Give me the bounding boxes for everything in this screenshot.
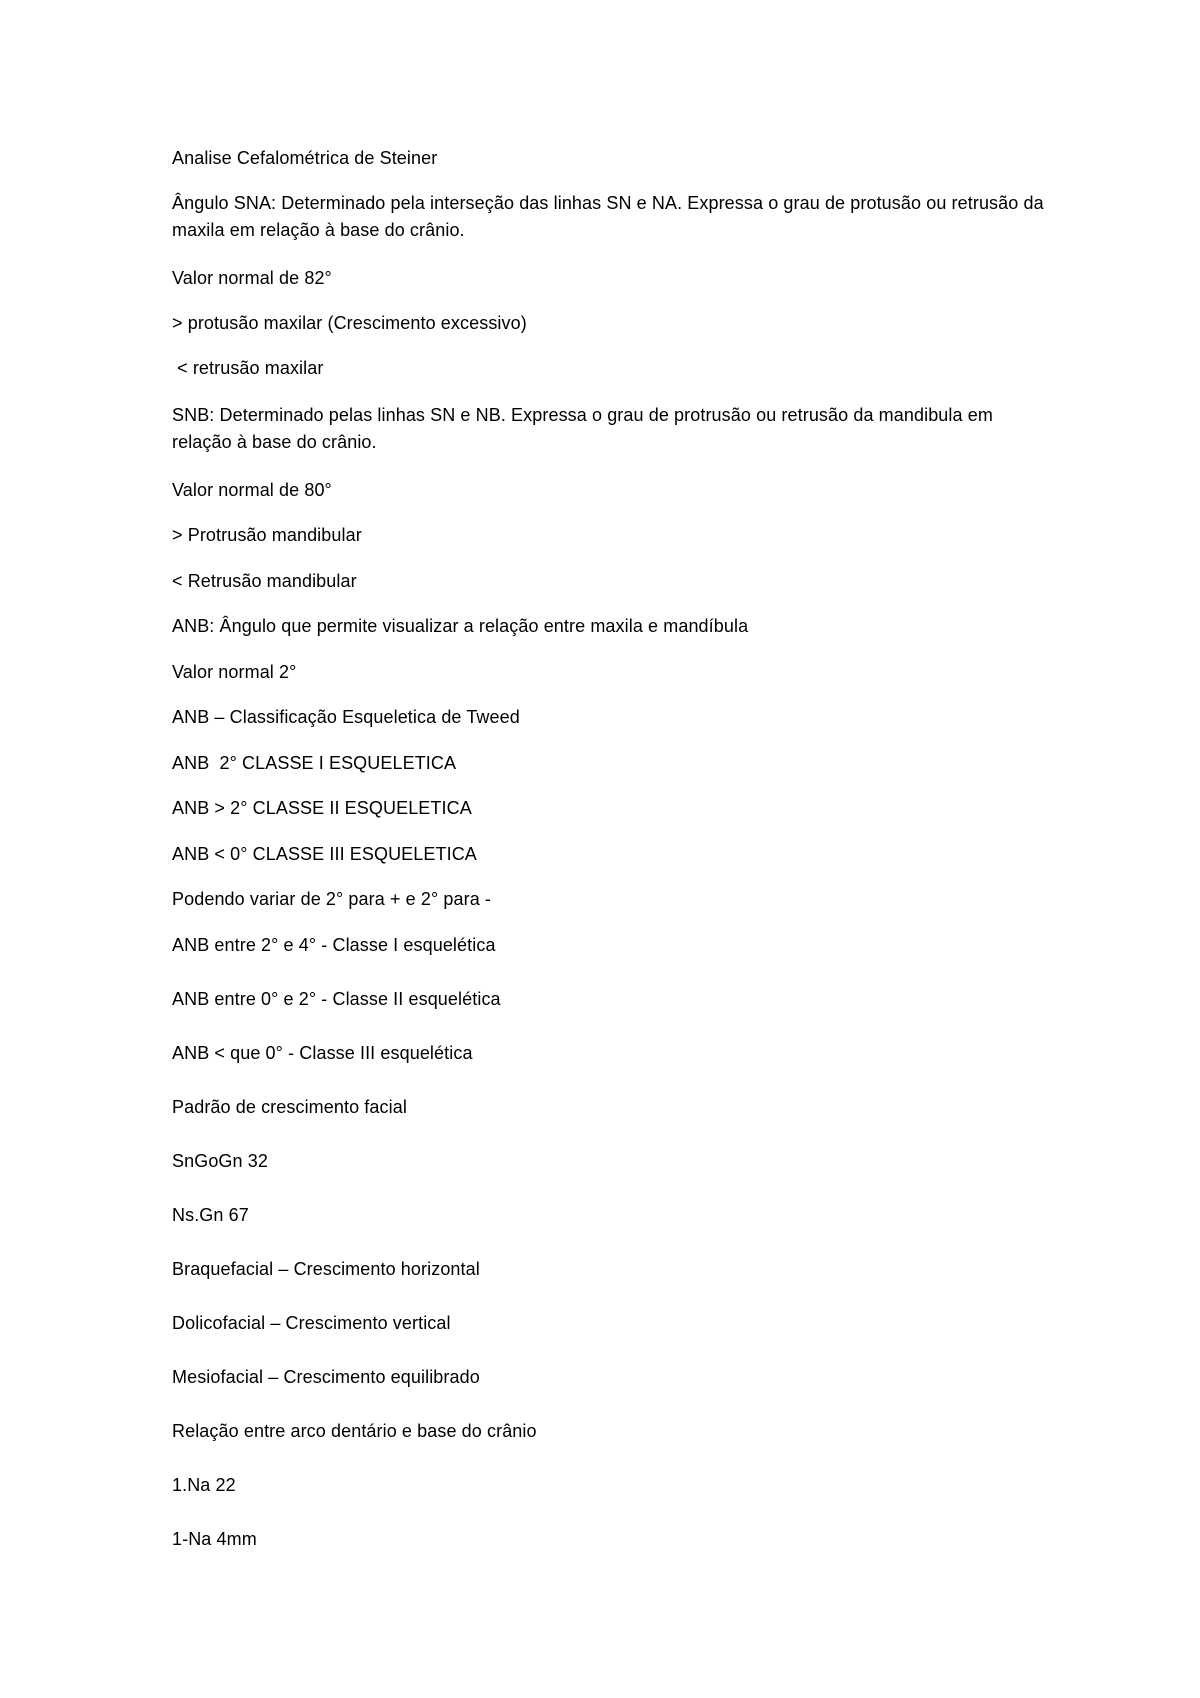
sngogn-value: SnGoGn 32 [172, 1151, 268, 1171]
dolicofacial-line: Dolicofacial – Crescimento vertical [172, 1313, 451, 1333]
snb-description: SNB: Determinado pelas linhas SN e NB. Expressa o grau de protrusão ou retrusão da mandibula em relação à base do crânio. [172, 405, 999, 452]
snb-normal-value: Valor normal de 80° [172, 480, 332, 500]
mesiofacial-line: Mesiofacial – Crescimento equilibrado [172, 1367, 480, 1387]
anb-range-1: ANB entre 2° e 4° - Classe I esquelética [172, 935, 496, 955]
na-distance-value: 1-Na 4mm [172, 1529, 257, 1549]
anb-class-1: ANB 2° CLASSE I ESQUELETICA [172, 753, 457, 773]
sna-less-meaning: < retrusão maxilar [172, 358, 324, 378]
snb-less-meaning: < Retrusão mandibular [172, 571, 357, 591]
anb-normal-value: Valor normal 2° [172, 662, 297, 682]
sna-normal-value: Valor normal de 82° [172, 268, 332, 288]
growth-pattern-title: Padrão de crescimento facial [172, 1097, 407, 1117]
na-angle-value: 1.Na 22 [172, 1475, 236, 1495]
sna-description: Ângulo SNA: Determinado pela interseção das linhas SN e NA. Expressa o grau de protusão ou retrusão da maxila em relação à base do crânio. [172, 193, 1049, 240]
anb-tweed-title: ANB – Classificação Esqueletica de Tweed [172, 707, 520, 727]
braquefacial-line: Braquefacial – Crescimento horizontal [172, 1259, 480, 1279]
document-title: Analise Cefalométrica de Steiner [172, 148, 438, 168]
anb-description: ANB: Ângulo que permite visualizar a relação entre maxila e mandíbula [172, 616, 749, 636]
sna-greater-meaning: > protusão maxilar (Crescimento excessivo) [172, 313, 527, 333]
arch-relation-title: Relação entre arco dentário e base do crânio [172, 1421, 537, 1441]
anb-range-2: ANB entre 0° e 2° - Classe II esquelética [172, 989, 501, 1009]
anb-class-2: ANB > 2° CLASSE II ESQUELETICA [172, 798, 472, 818]
anb-variation: Podendo variar de 2° para + e 2° para - [172, 889, 491, 909]
anb-range-3: ANB < que 0° - Classe III esquelética [172, 1043, 473, 1063]
snb-greater-meaning: > Protrusão mandibular [172, 525, 362, 545]
anb-class-3: ANB < 0° CLASSE III ESQUELETICA [172, 844, 477, 864]
nsgn-value: Ns.Gn 67 [172, 1205, 249, 1225]
